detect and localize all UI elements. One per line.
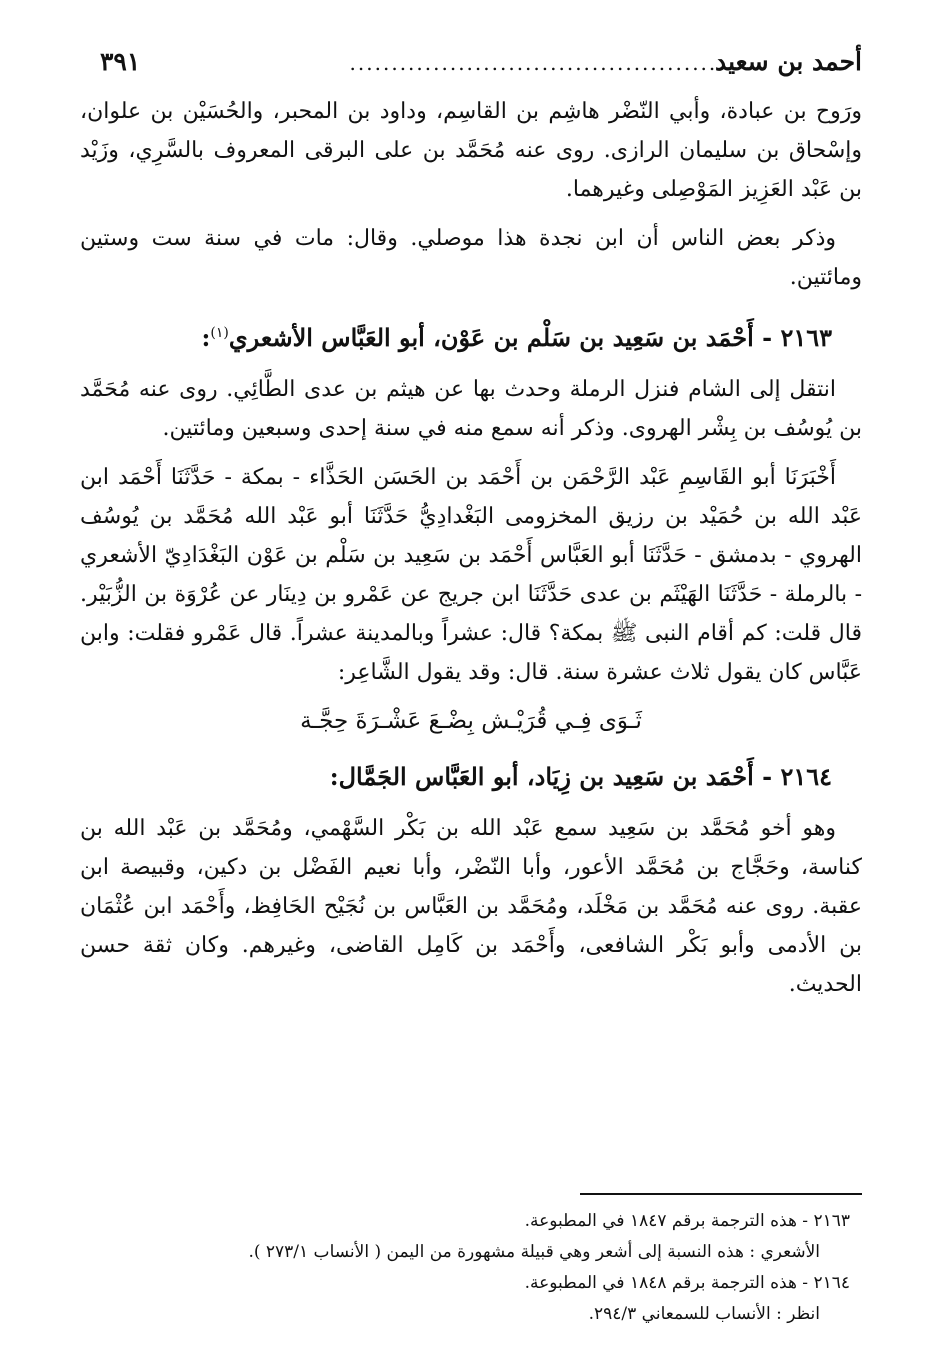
footnote-2164: ٢١٦٤ - هذه الترجمة برقم ١٨٤٨ في المطبوعة. (524, 1273, 850, 1293)
paragraph-death-note: وذكر بعض الناس أن ابن نجدة هذا موصلي. وقال: مات في سنة ست وستين ومائتين. (80, 226, 862, 290)
entry-colon: : (201, 323, 211, 352)
entry-heading-2164: ٢١٦٤ - أَحْمَد بن سَعِيد بن زِيَاد، أبو العَبَّاس الجَمَّال: (329, 762, 832, 791)
paragraph-2163-isnad: أَخْبَرَنَا أبو القَاسِمِ عَبْد الرَّحْمَن بن أَحْمَد بن الحَسَن الحَذَّاء - بمكة - حَدَّثَنَا أَحْمَد ابن عَبْد الله بن حُمَيْد بن رزيق المخزومى البَغْدادِيُّ حَدَّثَنَا أبو عَبْد الله مُحَمَّد بن يُوسُف الهروي - بدمشق - حَدَّثَنَا أبو العَبَّاس أَحْمَد بن سَعِيد بن سَلْم بن عَوْن البَغْدَادِيّ الأشعري - بالرملة - حَدَّثَنَا الهَيْثَم بن عدى حَدَّثَنَا ابن جريج عن عَمْرو بن دِينَار عن عُرْوَة بن الزُّبَيْر. قال قلت: كم أقام النبى ﷺ بمكة؟ قال: عشراً وبالمدينة عشراً. قال عَمْرو فقلت: وابن عَبَّاس كان يقول ثلاث عشرة سنة. قال: وقد يقول الشَّاعِر: (80, 465, 862, 685)
paragraph-2164-bio: وهو أخو مُحَمَّد بن سَعِيد سمع عَبْد الله بن بَكْر السَّهْمي، ومُحَمَّد بن عَبْد الله بن كناسة، وحَجَّاج بن مُحَمَّد الأعور، وأبا النّضْر، وأبا نعيم الفَضْل بن دكين، وقبيصة ابن عقبة. روى عنه مُحَمَّد بن مَخْلَد، ومُحَمَّد بن العَبَّاس بن نُجَيْح الحَافِظ، وأَحْمَد ابن عُثْمَان بن الأدمى وأبو بَكْر الشافعى، وأَحْمَد بن كَامِل القاضى، وغيرهم. وكان ثقة حسن الحديث. (80, 816, 862, 997)
running-title: أحمد بن سعيد (714, 47, 862, 76)
page-number: ٣٩١ (100, 47, 141, 76)
footnote-2164-ref: انظر : الأنساب للسمعاني ٢٩٤/٣. (588, 1304, 820, 1324)
entry-heading-2163 (80, 313, 862, 358)
footnote-2163-nisba: الأشعري : هذه النسبة إلى أشعر وهي قبيلة مشهورة من اليمن ( الأنساب ٢٧٣/١ ). (248, 1242, 820, 1262)
running-head (100, 44, 862, 84)
poetry-verse: ثَـوَى فِـي قُرَيْـش بِضْـعَ عَشْـرَةَ حِجَّـة (300, 708, 642, 734)
paragraph-2163-bio: انتقل إلى الشام فنزل الرملة وحدث بها عن هيثم بن عدى الطَّائِي. روى عنه مُحَمَّد بن يُوسُف بن بِشْر الهروى. وذكر أنه سمع منه في سنة إحدى وسبعين ومائتين. (80, 377, 862, 441)
footnote-marker: (١) (210, 325, 229, 341)
leader-dots: .............................................. (349, 51, 734, 75)
main-text (80, 92, 862, 1014)
footnotes (80, 1206, 850, 1330)
paragraph-continuation: ورَوح بن عبادة، وأبي النّضْر هاشِم بن القاسِم، وداود بن المحبر، والحُسَيْن بن علوان، وإسْحاق بن سليمان الرازى. روى عنه مُحَمَّد بن على البرقى المعروف بالسَّرِي، وزَيْد بن عَبْد العَزِيز المَوْصِلى وغيرهما. (80, 99, 862, 202)
footnote-rule (580, 1193, 862, 1195)
footnote-2163: ٢١٦٣ - هذه الترجمة برقم ١٨٤٧ في المطبوعة. (524, 1211, 850, 1231)
entry-title-2163: ٢١٦٣ - أَحْمَد بن سَعِيد بن سَلْم بن عَوْن، أبو العَبَّاس الأشعري (228, 323, 832, 352)
